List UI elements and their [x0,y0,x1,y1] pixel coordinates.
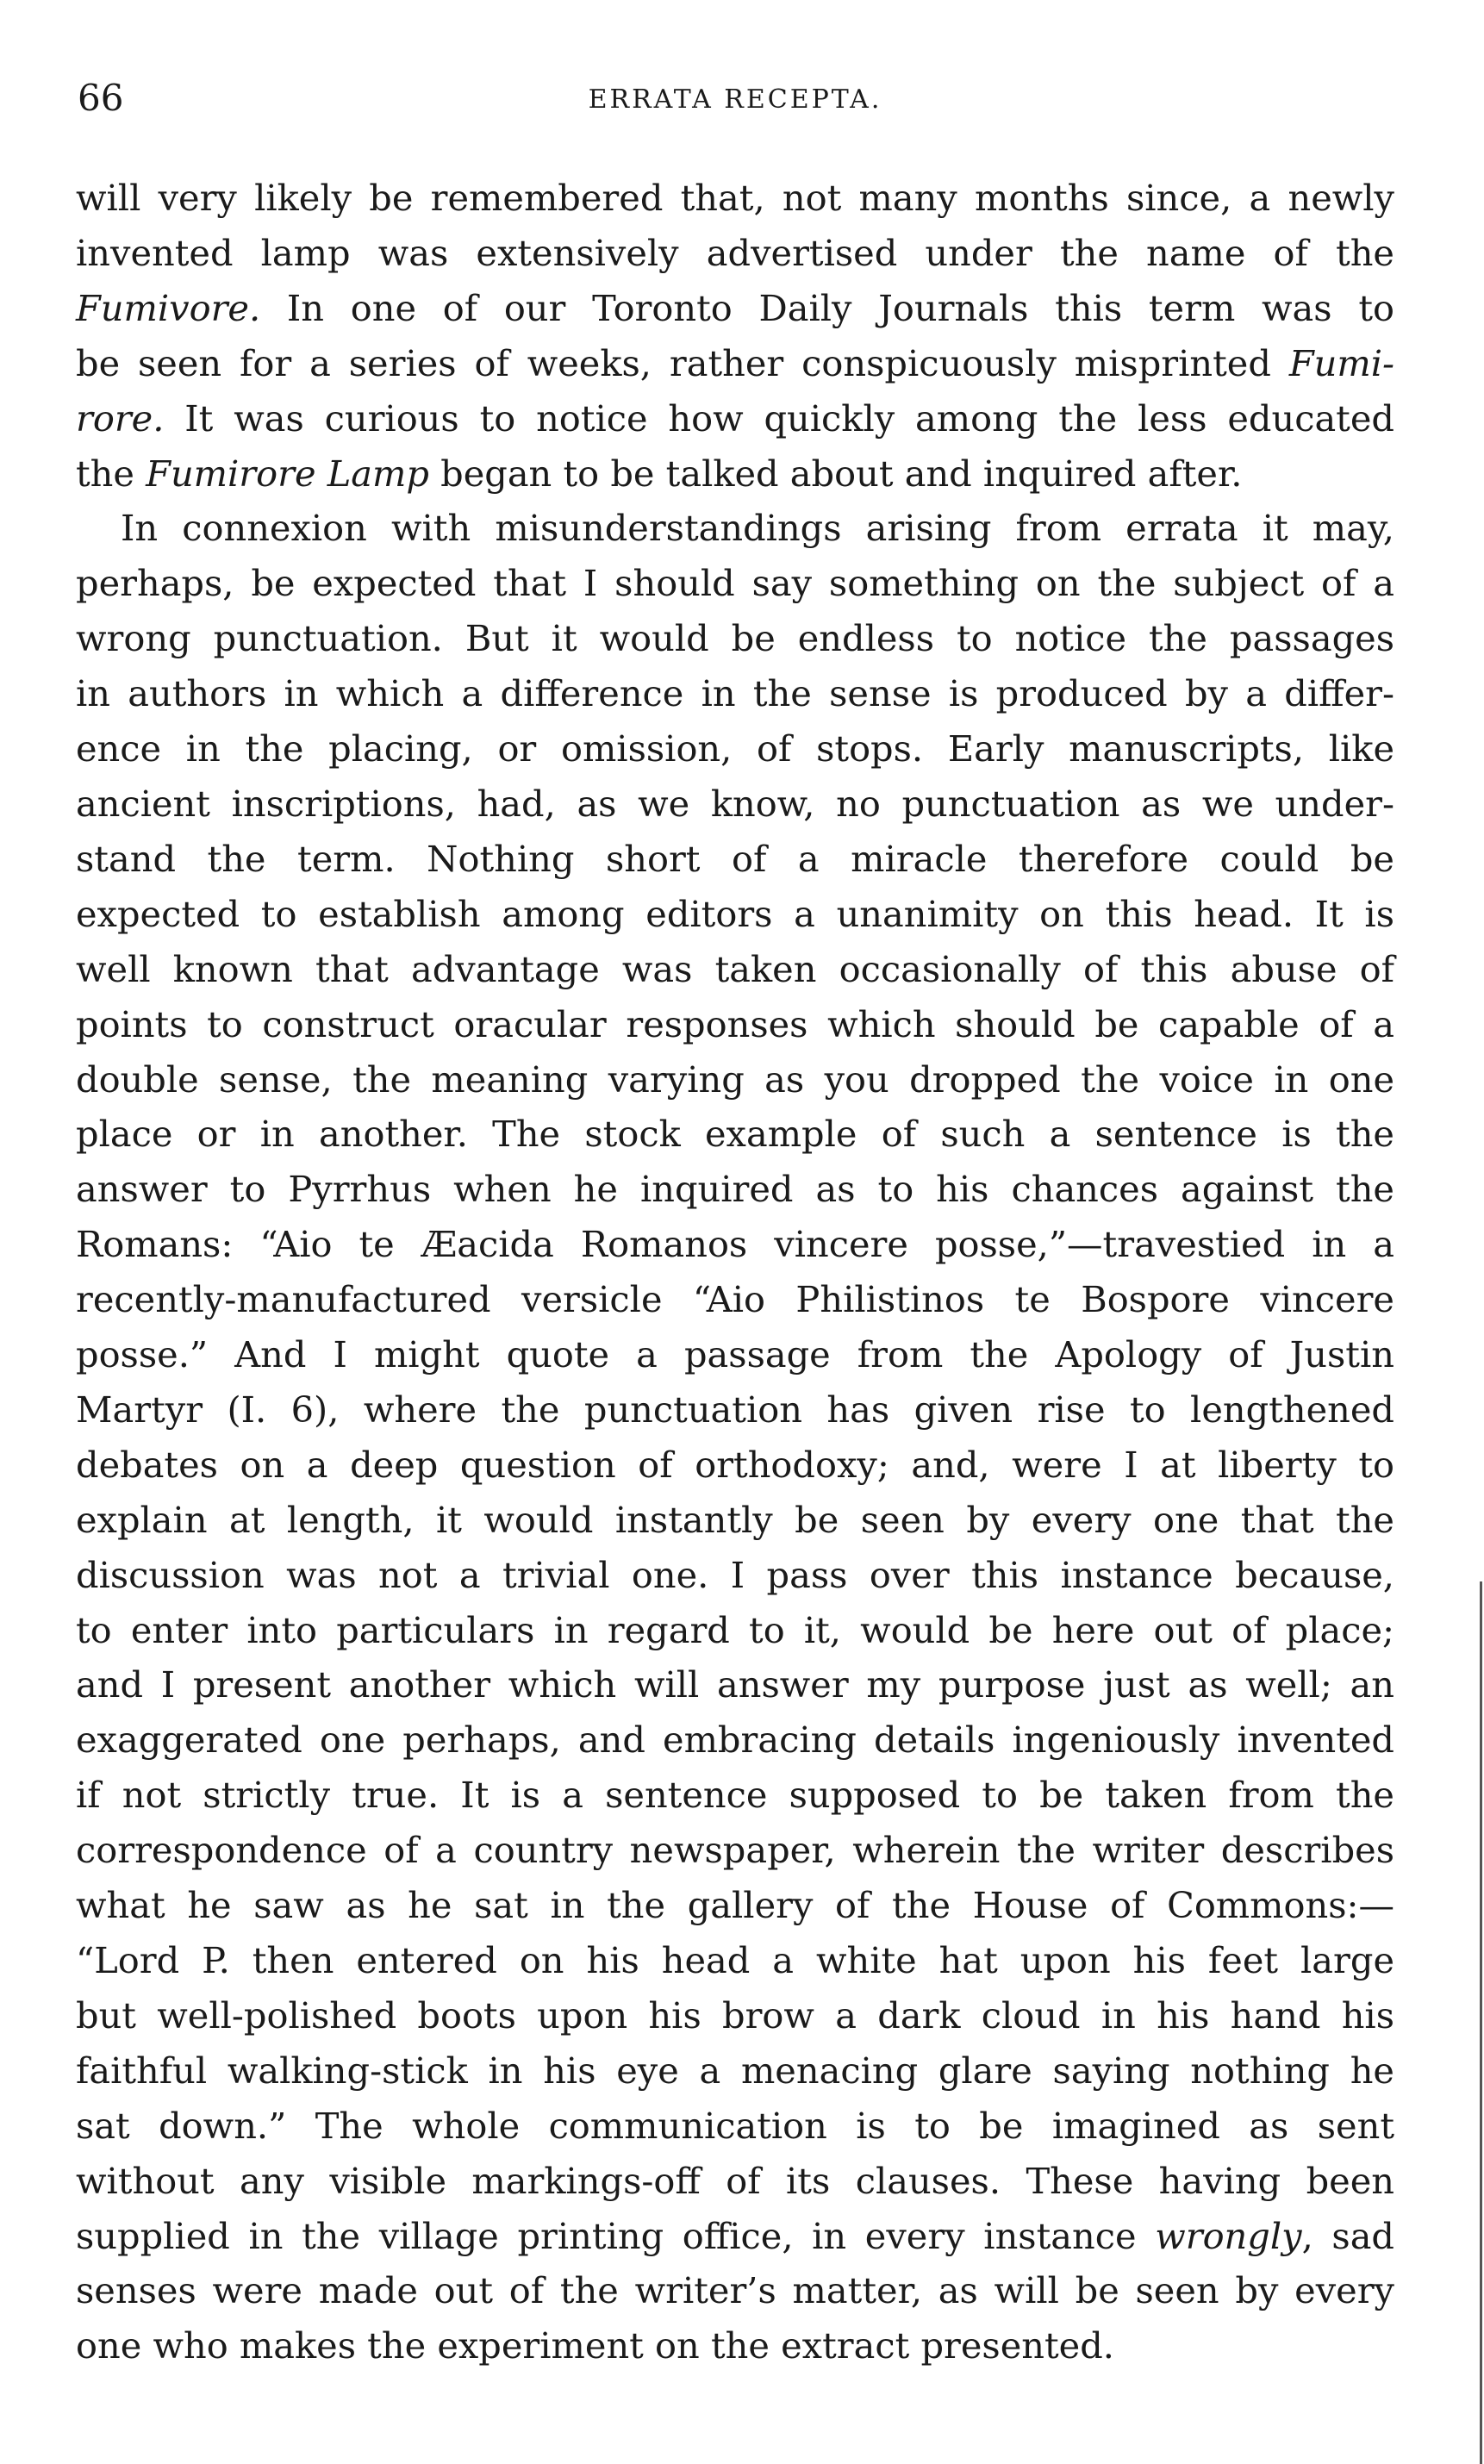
text-line: exaggerated one perhaps, and embracing details ingeniously invented [76,1719,1394,1762]
text-line: what he saw as he sat in the gallery of the House of Commons:— [76,1884,1394,1927]
text-line: wrong punctuation. But it would be endless to notice the passages [76,617,1394,660]
text-line: perhaps, be expected that I should say something on the subject of a [76,562,1394,605]
text-line: the Fumirore Lamp began to be talked about and inquired after. [76,452,1243,495]
text-line: one who makes the experiment on the extract presented. [76,2324,1114,2367]
page-number: 66 [78,77,124,119]
page-edge-rule [1480,1581,1482,2464]
text-line: be seen for a series of weeks, rather conspicuously misprinted Fumi- [76,341,1394,384]
text-line: senses were made out of the writer’s matter, as will be seen by every [76,2269,1394,2312]
text-line: explain at length, it would instantly be seen by every one that the [76,1498,1394,1541]
text-line: invented lamp was extensively advertised under the name of the [76,231,1394,274]
paragraph-1 [76,171,1394,501]
text-line: supplied in the village printing office, in every instance wrongly, sad [76,2214,1395,2257]
text-line: In connexion with misunderstandings arising from errata it may, [121,507,1394,550]
text-line: ancient inscriptions, had, as we know, no punctuation as we under- [76,782,1394,825]
text-line: to enter into particulars in regard to it, would be here out of place; [76,1608,1394,1651]
book-page [76,78,1394,2374]
text-line: rore. It was curious to notice how quickly among the less educated [76,396,1394,440]
text-line: Martyr (I. 6), where the punctuation has given rise to lengthened [76,1388,1394,1431]
text-line: double sense, the meaning varying as you dropped the voice in one [76,1057,1394,1101]
text-line: faithful walking-stick in his eye a menacing glare saying nothing he [76,2049,1394,2092]
text-line: if not strictly true. It is a sentence supposed to be taken from the [76,1774,1394,1817]
text-line: but well-polished boots upon his brow a dark cloud in his hand his [76,1993,1394,2037]
text-line: debates on a deep question of orthodoxy; and, were I at liberty to [76,1443,1394,1486]
body-text [76,171,1394,2374]
text-line: without any visible markings-off of its clauses. These having been [76,2159,1394,2202]
text-line: correspondence of a country newspaper, wherein the writer describes [76,1829,1394,1872]
text-line: in authors in which a difference in the sense is produced by a differ- [76,672,1394,715]
text-line: expected to establish among editors a unanimity on this head. It is [76,892,1394,935]
paragraph-2 [76,501,1394,2374]
text-line: well known that advantage was taken occasionally of this abuse of [76,947,1394,990]
text-line: ence in the placing, or omission, of stops. Early manuscripts, like [76,727,1394,770]
text-line: Romans: “Aio te Æacida Romanos vincere posse,”—travestied in a [76,1223,1394,1266]
text-line: “Lord P. then entered on his head a white hat upon his feet large [76,1939,1394,1981]
text-line: points to construct oracular responses which should be capable of a [76,1002,1394,1045]
text-line: place or in another. The stock example of such a sentence is the [76,1113,1394,1156]
text-line: will very likely be remembered that, not many months since, a newly [76,177,1394,219]
text-line: and I present another which will answer my purpose just as well; an [76,1663,1394,1706]
text-line: stand the term. Nothing short of a miracle therefore could be [76,837,1394,880]
text-line: answer to Pyrrhus when he inquired as to his chances against the [76,1168,1394,1211]
running-head: ERRATA RECEPTA. [588,84,882,115]
text-line: discussion was not a trivial one. I pass over this instance because, [76,1553,1394,1596]
text-line: Fumivore. In one of our Toronto Daily Journals this term was to [76,286,1394,329]
text-line: recently-manufactured versicle “Aio Philistinos te Bospore vincere [76,1278,1394,1321]
text-line: sat down.” The whole communication is to be imagined as sent [76,2104,1394,2147]
page-header [76,78,1394,138]
text-line: posse.” And I might quote a passage from the Apology of Justin [76,1333,1394,1376]
